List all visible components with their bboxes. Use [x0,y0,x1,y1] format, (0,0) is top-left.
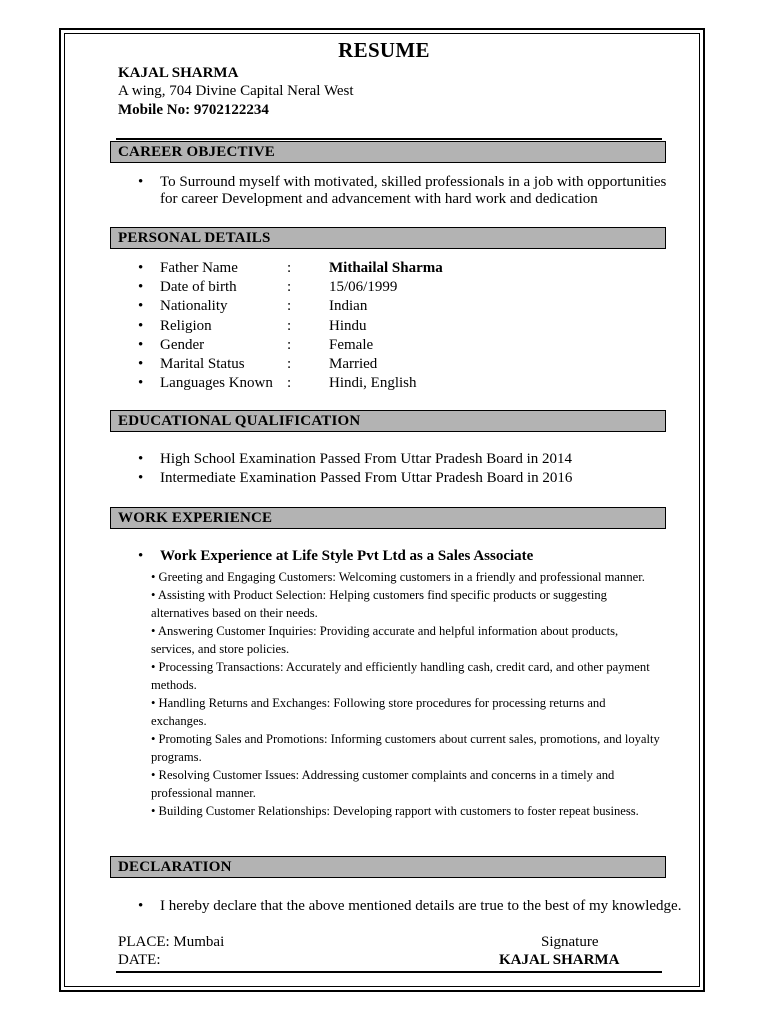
date-line: DATE: [118,952,161,968]
work-duty-item: • Processing Transactions: Accurately and efficiently handling cash, credit card, and other payment methods. [151,660,650,692]
signature-label: Signature [541,934,599,950]
declaration-text: I hereby declare that the above mentioned details are true to the best of my knowledge. [160,898,682,914]
work-duty-item: • Handling Returns and Exchanges: Following store procedures for processing returns and exchanges. [151,696,606,728]
signature-name: KAJAL SHARMA [499,952,620,968]
candidate-address: A wing, 704 Divine Capital Neral West [118,83,354,99]
personal-detail-colon: : [287,317,292,334]
bullet-icon: • [138,375,144,392]
personal-detail-row [138,278,658,297]
personal-detail-row [138,355,658,374]
personal-detail-colon: : [287,260,292,276]
personal-detail-row [138,317,658,336]
personal-detail-label: Date of birth [160,279,237,296]
section-heading-work-experience: WORK EXPERIENCE [110,507,666,529]
bullet-icon: • [138,548,144,564]
personal-detail-colon: : [287,279,292,296]
personal-details-list [138,259,658,393]
work-experience-title: Work Experience at Life Style Pvt Ltd as a Sales Associate [160,548,534,564]
bullet-icon: • [138,336,144,353]
personal-detail-value: Married [329,355,378,372]
work-duties-list [151,568,661,820]
section-heading-personal-details: PERSONAL DETAILS [110,227,666,249]
bullet-icon: • [138,470,144,486]
resume-title: RESUME [338,38,430,62]
education-text: High School Examination Passed From Uttar Pradesh Board in 2014 [160,451,573,467]
section-heading-declaration: DECLARATION [110,856,666,878]
career-objective-text: To Surround myself with motivated, skilled professionals in a job with opportunities for career Development and advancement with hard work and dedication [160,174,667,207]
footer-divider [116,971,662,973]
bullet-icon: • [138,355,144,372]
work-duty-item: • Resolving Customer Issues: Addressing customer complaints and concerns in a timely and professional manner. [151,768,615,800]
personal-detail-label: Gender [160,336,205,353]
work-duty-item: • Building Customer Relationships: Developing rapport with customers to foster repeat business. [151,804,639,818]
personal-detail-colon: : [287,375,292,392]
personal-detail-value: Hindu [329,317,367,334]
personal-detail-value: Indian [329,298,368,315]
bullet-icon: • [138,451,144,467]
personal-detail-row [138,336,658,355]
personal-detail-colon: : [287,355,292,372]
personal-detail-row [138,259,658,278]
work-duty-item: • Promoting Sales and Promotions: Informing customers about current sales, promotions, and loyalty programs. [151,732,660,764]
personal-detail-value: Female [329,336,374,353]
bullet-icon: • [138,898,144,914]
section-heading-education: EDUCATIONAL QUALIFICATION [110,410,666,432]
personal-detail-label: Languages Known [160,375,273,392]
work-duty-item: • Assisting with Product Selection: Helping customers find specific products or suggesting alternatives based on their needs. [151,588,607,620]
bullet-icon: • [138,317,144,334]
personal-detail-value: Hindi, English [329,375,417,392]
personal-detail-label: Religion [160,317,212,334]
personal-detail-colon: : [287,298,292,315]
work-duty-item: • Answering Customer Inquiries: Providing accurate and helpful information about products, services, and store policies. [151,624,619,656]
header-divider [116,138,662,140]
candidate-mobile: Mobile No: 9702122234 [118,102,269,118]
section-heading-career-objective: CAREER OBJECTIVE [110,141,666,163]
personal-detail-value: 15/06/1999 [329,279,398,296]
bullet-icon: • [138,279,144,296]
personal-detail-row [138,374,658,393]
personal-detail-value: Mithailal Sharma [329,260,443,276]
bullet-icon: • [138,174,144,190]
bullet-icon: • [138,298,144,315]
personal-detail-label: Marital Status [160,355,245,372]
personal-detail-label: Father Name [160,260,238,276]
bullet-icon: • [138,260,144,276]
work-duty-item: • Greeting and Engaging Customers: Welcoming customers in a friendly and professional manner. [151,570,645,584]
personal-detail-label: Nationality [160,298,228,315]
education-text: Intermediate Examination Passed From Uttar Pradesh Board in 2016 [160,470,573,486]
personal-detail-row [138,297,658,316]
personal-detail-colon: : [287,336,292,353]
place-line: PLACE: Mumbai [118,934,225,950]
candidate-name: KAJAL SHARMA [118,65,239,81]
